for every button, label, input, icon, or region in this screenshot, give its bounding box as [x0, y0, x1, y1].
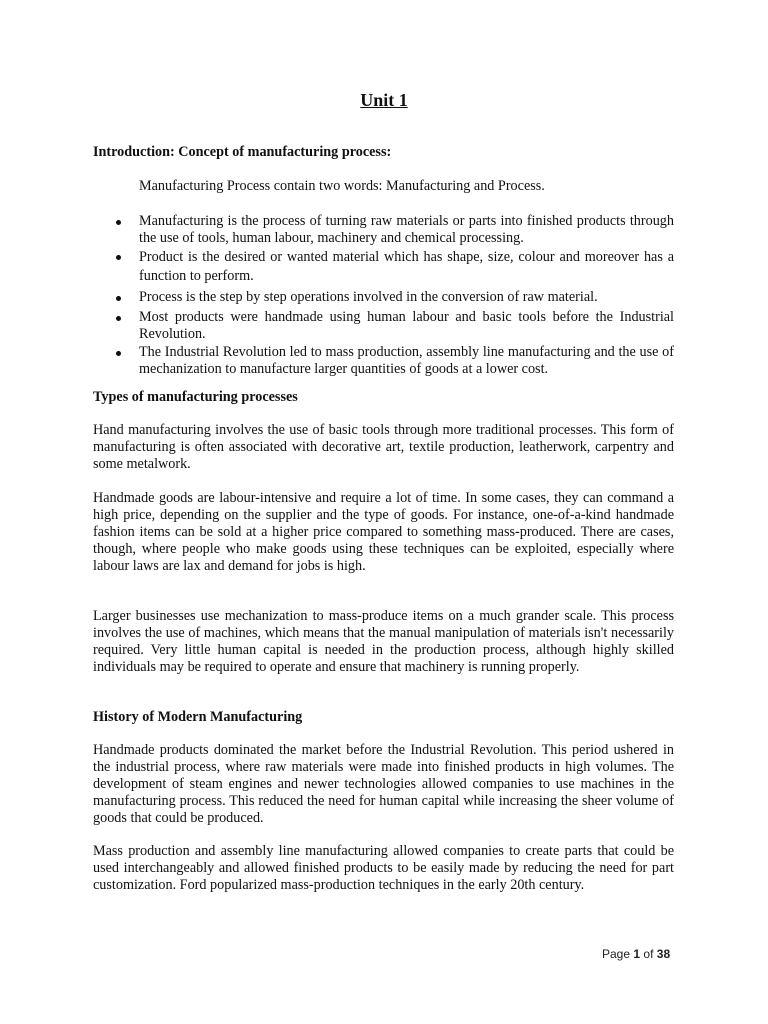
- bullet-icon: [116, 255, 121, 260]
- list-item: Most products were handmade using human labour and basic tools before the Industrial Revolution.: [93, 309, 674, 343]
- bullet-icon: [116, 351, 121, 356]
- history-paragraph-2: Mass production and assembly line manufacturing allowed companies to create parts that could be used interchangeably and allowed finished products to be easily made by reducing the need for part customization. Ford popularized mass-production techniques in the early 20th century.: [93, 843, 674, 893]
- list-item: Manufacturing is the process of turning raw materials or parts into finished products through the use of tools, human labour, machinery and chemical processing.: [93, 213, 674, 247]
- page-number: Page 1 of 38: [602, 947, 671, 961]
- history-paragraph-1: Handmade products dominated the market before the Industrial Revolution. This period ushered in the industrial process, where raw materials were made into finished products in high volumes. The development of steam engines and newer technologies allowed companies to use machines in the manufacturing process. This reduced the need for human capital while increasing the sheer volume of goods that could be produced.: [93, 742, 674, 826]
- types-paragraph-3: Larger businesses use mechanization to mass-produce items on a much grander scale. This process involves the use of machines, which means that the manual manipulation of materials isn't necessarily required. Very little human capital is needed in the production process, although highly skilled individuals may be required to operate and ensure that machinery is running properly.: [93, 608, 674, 675]
- bullet-icon: [116, 220, 121, 225]
- types-heading: Types of manufacturing processes: [93, 389, 298, 405]
- page-title: Unit 1: [360, 90, 408, 110]
- list-item: Product is the desired or wanted material which has shape, size, colour and moreover has a function to perform.: [93, 248, 674, 286]
- intro-lead: Manufacturing Process contain two words: Manufacturing and Process.: [139, 178, 545, 194]
- list-item: Process is the step by step operations involved in the conversion of raw material.: [93, 289, 674, 306]
- bullet-icon: [116, 296, 121, 301]
- types-paragraph-1: Hand manufacturing involves the use of basic tools through more traditional processes. This form of manufacturing is often associated with decorative art, textile production, leatherwork, carpentry and some metalwork.: [93, 422, 674, 472]
- intro-bullet-list: [93, 213, 674, 378]
- bullet-icon: [116, 316, 121, 321]
- history-heading: History of Modern Manufacturing: [93, 709, 303, 725]
- types-paragraph-2: Handmade goods are labour-intensive and require a lot of time. In some cases, they can command a high price, depending on the supplier and the type of goods. For instance, one-of-a-kind handmade fashion items can be sold at a higher price compared to something mass-produced. There are cases, though, where people who make goods using these techniques can be exploited, especially where labour laws are lax and demand for jobs is high.: [93, 490, 674, 574]
- intro-heading: Introduction: Concept of manufacturing process:: [93, 144, 392, 160]
- list-item: The Industrial Revolution led to mass production, assembly line manufacturing and the use of mechanization to manufacture larger quantities of goods at a lower cost.: [93, 344, 674, 378]
